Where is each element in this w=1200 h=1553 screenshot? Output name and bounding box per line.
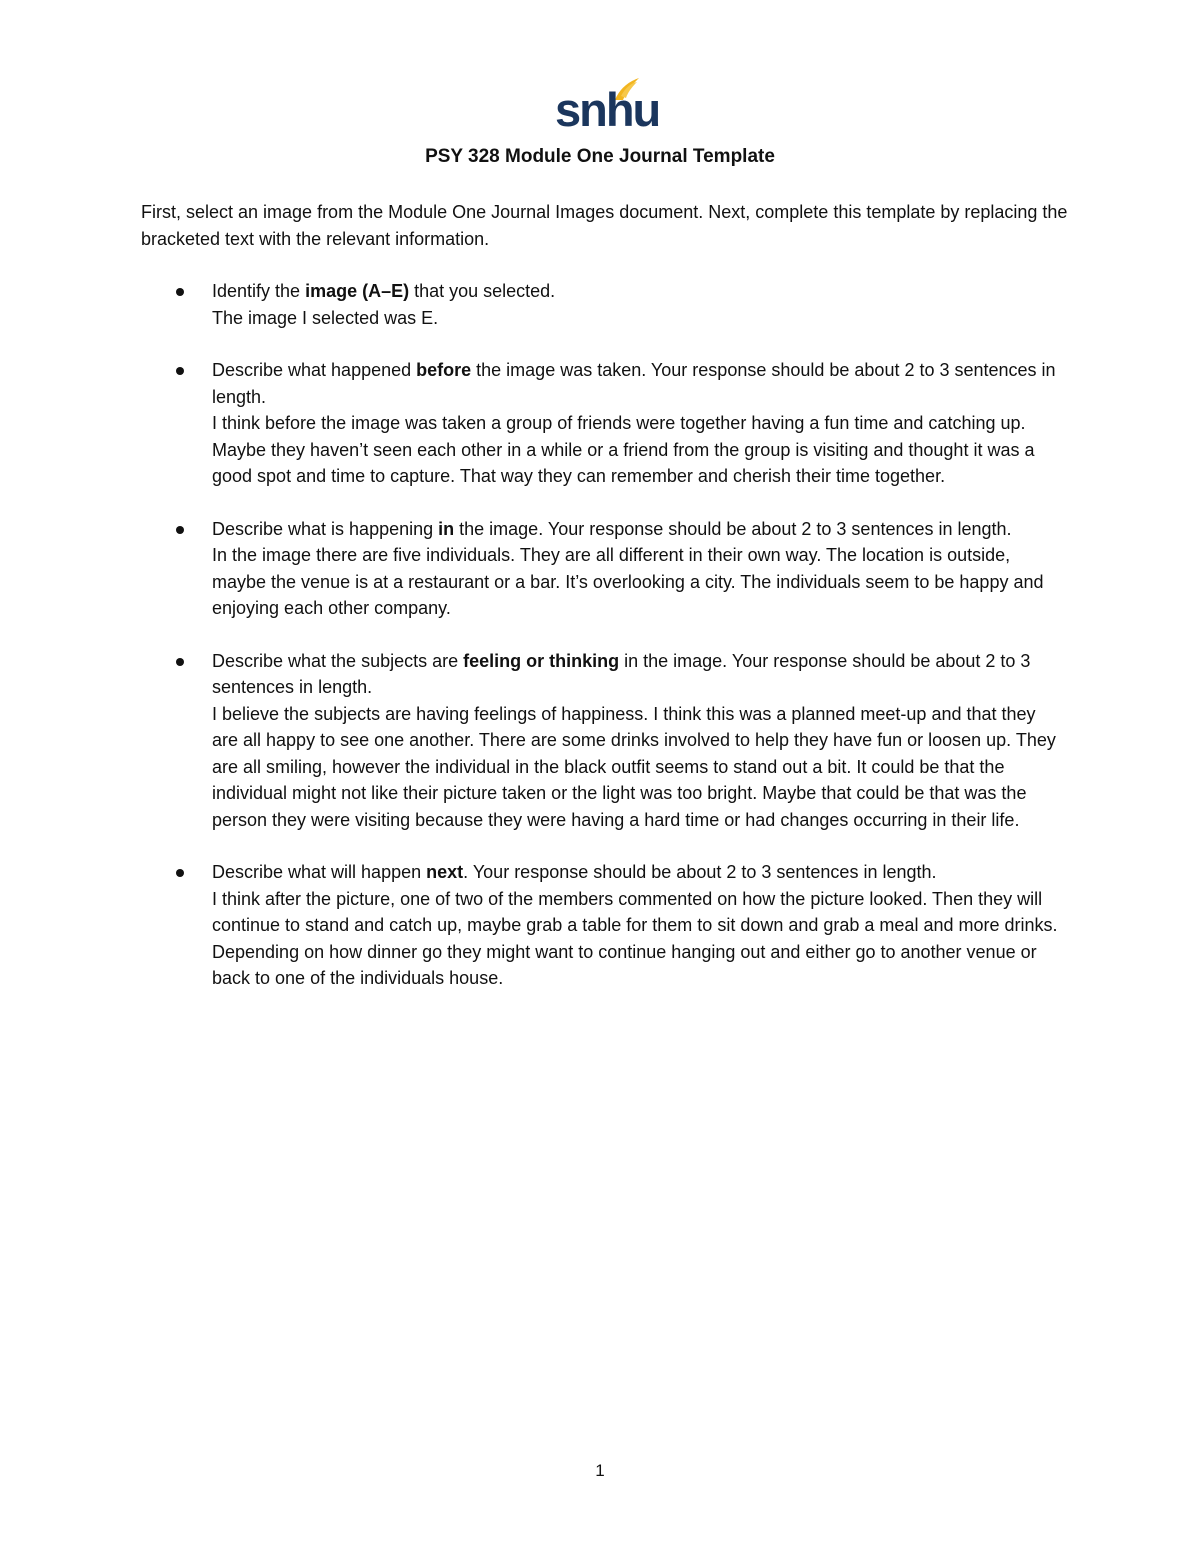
page-number: 1	[595, 1461, 605, 1480]
answer-text: I think before the image was taken a group of friends were together having a fun time and catching up. Maybe they haven’t seen each other in a while or a friend from the group is visiting and thought it was a good spot and time to capture. That way they can remember and cherish their time together.	[212, 413, 1035, 486]
answer-text: I think after the picture, one of two of the members commented on how the picture looked. Then they will continue to stand and catch up, maybe grab a table for them to sit down and grab a meal and more drinks. Depending on how dinner go they might want to continue hanging out and either go to another venue or back to one of the individuals house.	[212, 888, 1058, 988]
answer-text: In the image there are five individuals. They are all different in their own way. The location is outside, maybe the venue is at a restaurant or a bar. It’s overlooking a city. The individuals seem to be happy and enjoying each other company.	[212, 545, 1044, 618]
prompt-text: . Your response should be about 2 to 3 sentences in length.	[463, 862, 937, 882]
logo-text: snhu	[555, 83, 660, 136]
bullet-icon	[176, 526, 184, 534]
prompt-bold: image (A–E)	[305, 281, 410, 301]
question-list	[0, 278, 1200, 1018]
prompt-bold: feeling or thinking	[463, 650, 620, 671]
question-item-next	[0, 859, 1062, 992]
prompt-bold: before	[416, 360, 472, 380]
prompt-text: in the image. Your response should be about 2 to 3 sentences in length.	[212, 650, 1031, 697]
question-item-feeling	[0, 648, 1062, 834]
bullet-icon	[176, 658, 184, 666]
snhu-logo	[555, 74, 660, 136]
prompt-text: Describe what happened	[212, 360, 417, 380]
question-item-in	[0, 516, 1062, 622]
prompt-text: Describe what the subjects are	[212, 650, 464, 671]
bullet-icon	[176, 869, 184, 877]
prompt-bold: in	[438, 518, 455, 539]
page-title: PSY 328 Module One Journal Template	[425, 146, 775, 167]
bullet-icon	[176, 288, 184, 296]
prompt-text: Describe what is happening	[212, 518, 439, 539]
prompt-text: Describe what will happen	[212, 862, 427, 882]
answer-text: I believe the subjects are having feelings of happiness. I think this was a planned meet-up and that they are all happy to see one another. There are some drinks involved to help they have fun or loosen up. They are all smiling, however the individual in the black outfit seems to stand out a bit. It could be that the individual might not like their picture taken or the light was too bright. Maybe that could be that was the person they were visiting because they were having a hard time or had changes occurring in their life.	[212, 703, 1056, 830]
question-item-image	[0, 278, 1062, 331]
prompt-bold: next	[426, 862, 464, 882]
prompt-text: the image. Your response should be about 2 to 3 sentences in length.	[454, 518, 1012, 539]
intro-paragraph: First, select an image from the Module One Journal Images document. Next, complete this template by replacing the bracketed text with the relevant information.	[141, 202, 1068, 249]
prompt-text: the image was taken. Your response should be about 2 to 3 sentences in length.	[212, 360, 1056, 407]
prompt-text: that you selected.	[409, 281, 556, 301]
bullet-icon	[176, 367, 184, 375]
prompt-text: Identify the	[212, 281, 306, 301]
question-item-before	[0, 357, 1062, 490]
answer-text: The image I selected was E.	[212, 307, 439, 328]
